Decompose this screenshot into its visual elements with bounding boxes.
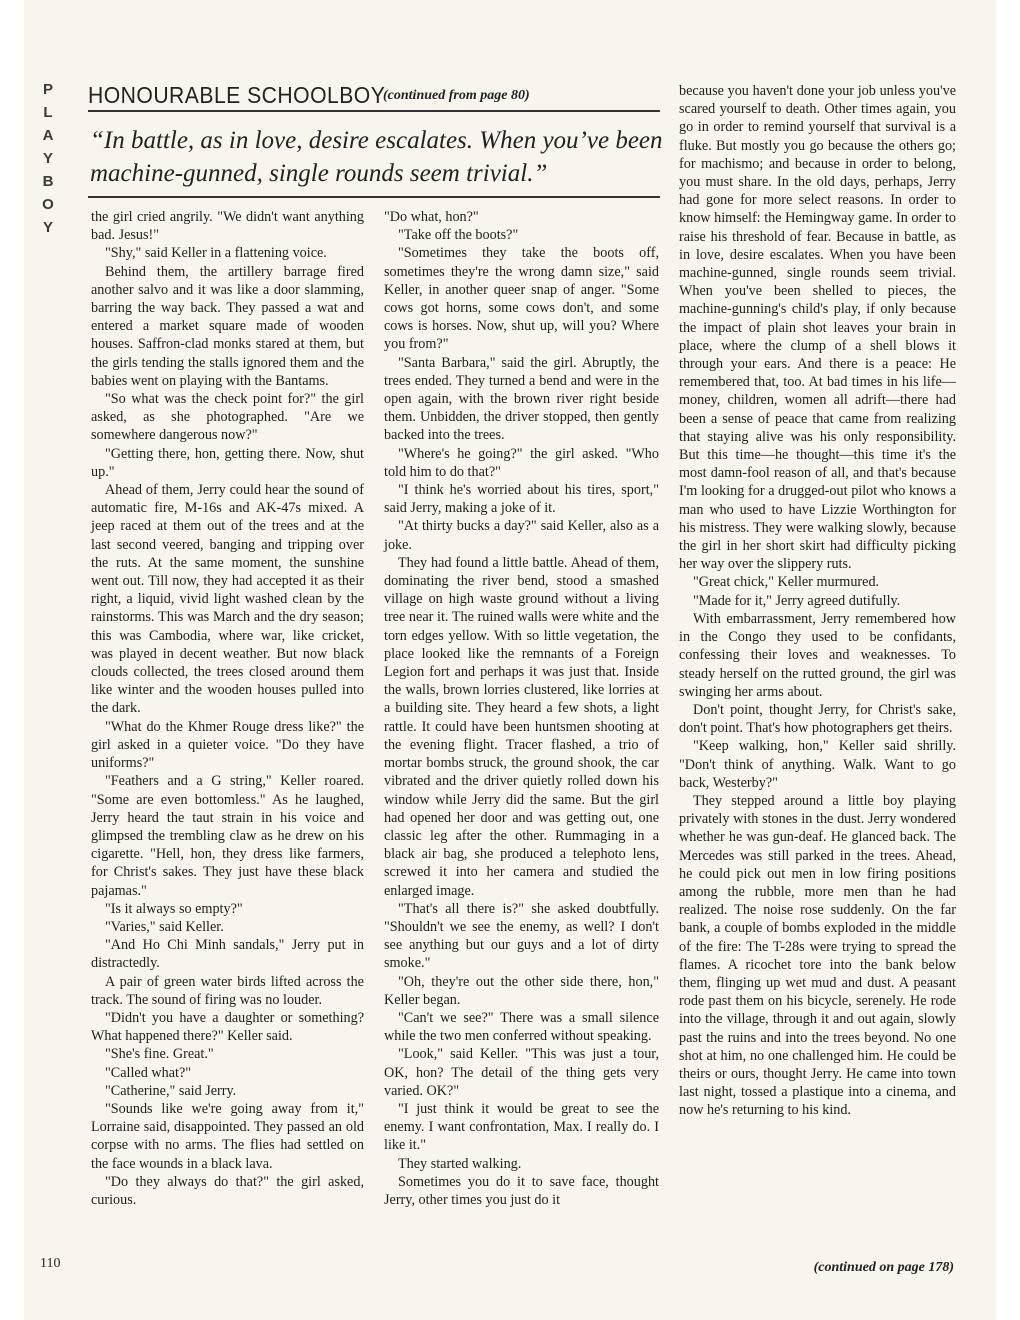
body-paragraph: "Getting there, hon, getting there. Now, shut up." [91, 445, 364, 480]
body-paragraph: "Oh, they're out the other side there, hon," Keller began. [384, 973, 659, 1008]
body-paragraph: "Look," said Keller. "This was just a tour, OK, hon? The detail of the thing gets very varied. OK?" [384, 1046, 659, 1099]
brand-letter: O [42, 196, 54, 213]
body-paragraph: Don't point, thought Jerry, for Christ's sake, don't point. That's how photographers get theirs. [679, 701, 956, 737]
body-paragraph: They started walking. [398, 1155, 522, 1172]
header-rule-bottom [88, 196, 660, 198]
magazine-brand-vertical [33, 78, 63, 239]
body-paragraph: "Shy," said Keller in a flattening voice. [105, 245, 327, 262]
body-paragraph: They had found a little battle. Ahead of them, dominating the river bend, stood a smashed village on high waste ground without a living tree near it. The ruined walls were white and the torn edges yellow. With so little vegetation, the place looked like the remnants of a Foreign Legion fort and perhaps it was just that. Inside the walls, brown lorries clustered, like lorries at a building site. They heard a few shots, a light rattle. It could have been huntsmen shooting at the evening flight. Tracer flashed, a trio of mortar bombs struck, the ground shook, the car vibrated and the driver quietly rolled down his window while Jerry did the same. But the girl had opened her door and was getting out, one classic leg after the other. Rummaging in a black air bag, she produced a telephoto lens, screwed it into her camera and studied the enlarged image. [384, 554, 659, 899]
body-paragraph: Sometimes you do it to save face, thought Jerry, other times you just do it [384, 1173, 659, 1208]
header-rule-top [88, 110, 660, 112]
body-paragraph: "Catherine," said Jerry. [105, 1082, 237, 1099]
body-paragraph: "And Ho Chi Minh sandals," Jerry put in distractedly. [91, 937, 364, 972]
brand-letter: P [42, 81, 53, 98]
text-column-2 [384, 208, 659, 1209]
body-paragraph: With embarrassment, Jerry remembered how in the Congo they used to be confidants, confessing their loves and weaknesses. To steady herself on the rutted ground, the girl was swinging her arms about. [679, 610, 956, 700]
article-title: HONOURABLE SCHOOLBOY [88, 82, 386, 108]
body-paragraph: "Santa Barbara," said the girl. Abruptly, the trees ended. They turned a bend and were in the open again, with the brown river right beside them. Unbidden, the driver stopped, then gently backed into the trees. [384, 354, 659, 444]
body-paragraph: They stepped around a little boy playing privately with stones in the dust. Jerry wondered whether he was gun-deaf. He glanced back. The Mercedes was still parked in the trees. Ahead, he could pick out men in low firing positions among the rubble, more men than he had realized. The noise rose suddenly. On the far bank, a couple of bombs exploded in the middle of the fire: The T-28s were trying to spread the flames. A ricochet tore into the bank below them, flinging up wet mud and dust. A peasant rode past them on his bicycle, serenely. He rode into the village, through it and out again, slowly past the ruins and into the trees beyond. No one shot at him, no one challenged him. He could be theirs or ours, thought Jerry. He came into town last night, tossed a plastique into a cinema, and now he's returning to his kind. [679, 792, 956, 1119]
text-column-1 [91, 208, 364, 1209]
page-number: 110 [40, 1256, 61, 1271]
body-paragraph: the girl cried angrily. "We didn't want anything bad. Jesus!" [91, 209, 364, 244]
body-paragraph: "Is it always so empty?" [105, 900, 243, 917]
body-paragraph: "Varies," said Keller. [105, 918, 224, 935]
body-paragraph: "Sometimes they take the boots off, sometimes they're the wrong damn size," said Keller, in another queer snap of anger. "Some cows got horns, some cows don't, and some cows is horses. Now, shut up, will you? Where you from?" [384, 245, 659, 353]
body-paragraph: "Sounds like we're going away from it," Lorraine said, disappointed. They passed an old corpse with no arms. The flies had settled on the face wounds in a black lava. [91, 1100, 364, 1172]
body-paragraph: "Keep walking, hon," Keller said shrilly. "Don't think of anything. Walk. Want to go back, Westerby?" [679, 738, 956, 791]
body-paragraph: "She's fine. Great." [105, 1046, 214, 1063]
continued-from-note: (continued from page 80) [383, 88, 530, 103]
brand-letter: A [42, 127, 54, 144]
body-paragraph: "Can't we see?" There was a small silence while the two men conferred without speaking. [384, 1009, 659, 1045]
body-paragraph: "So what was the check point for?" the girl asked, as she photographed. "Are we somewhere dangerous now?" [91, 391, 364, 444]
body-paragraph: "At thirty bucks a day?" said Keller, also as a joke. [384, 518, 659, 553]
body-paragraph: "Great chick," Keller murmured. [693, 574, 880, 591]
brand-letter: Y [42, 150, 53, 167]
brand-letter: B [42, 173, 54, 190]
body-paragraph: A pair of green water birds lifted across the track. The sound of firing was no louder. [91, 973, 364, 1008]
body-paragraph: "Take off the boots?" [398, 227, 519, 244]
body-paragraph: "I just think it would be great to see the enemy. I want confrontation, Max. I really do. I like it." [384, 1100, 659, 1154]
body-paragraph: Ahead of them, Jerry could hear the sound of automatic fire, M-16s and AK-47s mixed. A jeep raced at them out of the trees and at the last second veered, banging and tripping over the ruts. At the same moment, the sunshine went out. Till now, they had accepted it as their right, a liquid, vivid light washed clean by the rainstorms. This was March and the dry season; this was Cambodia, where war, like cricket, was played in decent weather. But now black clouds collected, the trees closed around them like winter and the wooden houses pulled into the dark. [91, 482, 364, 717]
body-paragraph: "Where's he going?" the girl asked. "Who told him to do that?" [384, 445, 659, 480]
body-paragraph: "What do the Khmer Rouge dress like?" the girl asked in a quieter voice. "Do they have uniforms?" [91, 718, 364, 772]
continued-on-note: (continued on page 178) [813, 1260, 954, 1275]
body-paragraph: "Do they always do that?" the girl asked, curious. [91, 1173, 364, 1208]
body-paragraph: because you haven't done your job unless you've scared yourself to death. Other times again, you go in order to remind yourself that survival is a fluke. But mostly you go because the others go; for machismo; and because in order to belong, you must share. In the old days, perhaps, Jerry had gone for more select reasons. In order to know himself: the Hemingway game. In order to raise his threshold of fear. Because in battle, as in love, desire escalates. When you have been machine-gunned, single rounds seem trivial. When you've been shelled to pieces, the machine-gunning's child's play, if only because the impact of plain shot leaves your brain in place, where the clump of a shell blows it through your ears. And there is a peace: He remembered that, too. At bad times in his life—money, children, women all adrift—there had been a sense of peace that came from realizing that staying alive was his only responsibility. But this time—he thought—this time it's the most damn-fool reason of all, and that's because I'm looking for a drugged-out pilot who knows a man who used to have Lizzie Worthington for his mistress. They were walking slowly, because the girl in her short skirt had difficulty picking her way over the slippery ruts. [679, 83, 956, 573]
body-paragraph: "Didn't you have a daughter or something? What happened there?" Keller said. [91, 1009, 364, 1045]
pull-quote: “In battle, as in love, desire escalates. When you’ve been machine-gunned, single rounds seem trivial.” [90, 127, 663, 187]
body-paragraph: "That's all there is?" she asked doubtfully. "Shouldn't we see the enemy, as well? I don't see anything but our guys and a lot of dirty smoke." [384, 900, 659, 972]
body-paragraph: Behind them, the artillery barrage fired another salvo and it was like a door slamming, barring the way back. They passed a wat and entered a market square made of wooden houses. Saffron-clad monks stared at them, but the girls tending the stalls ignored them and the babies went on playing with the Bantams. [91, 263, 364, 389]
text-column-3 [679, 82, 956, 1120]
body-paragraph: "Feathers and a G string," Keller roared. "Some are even bottomless." As he laughed, Jerry heard the taut strain in his voice and glimpsed the trembling claw as he drew on his cigarette. "Hell, hon, they dress like farmers, for Christ's sakes. They just have these black pajamas." [91, 773, 364, 899]
brand-letter: L [43, 104, 53, 121]
body-paragraph: "I think he's worried about his tires, sport," said Jerry, making a joke of it. [384, 482, 659, 517]
brand-letter: Y [42, 219, 53, 236]
body-paragraph: "Made for it," Jerry agreed dutifully. [693, 592, 901, 609]
body-paragraph: "Called what?" [105, 1064, 192, 1081]
body-paragraph: "Do what, hon?" [384, 209, 479, 225]
